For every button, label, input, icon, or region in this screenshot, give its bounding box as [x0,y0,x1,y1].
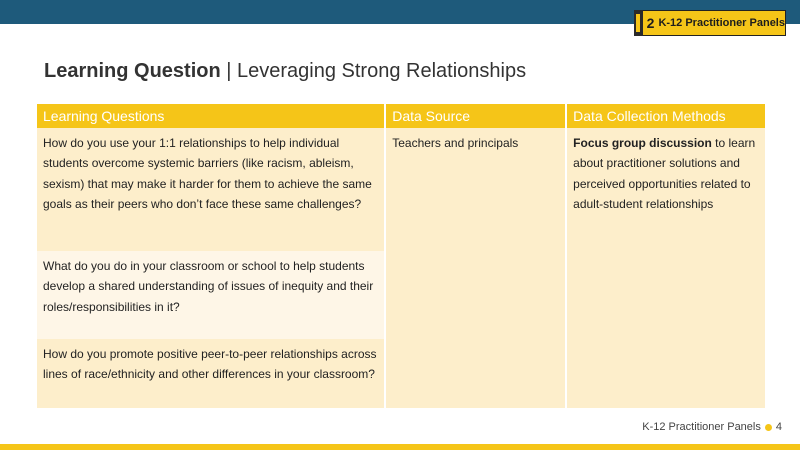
table-header-row [37,104,765,128]
method-cell [566,128,765,408]
title-rest: Leveraging Strong Relationships [237,60,527,82]
logo-text: K-12 Practitioner Panels [658,17,785,29]
page-number: 4 [775,421,782,433]
method-bold: Focus group discussion [573,136,712,150]
table-row [37,128,765,251]
pencil-icon [634,10,643,36]
page-title [44,60,526,83]
learning-questions-table [37,104,765,408]
title-bold: Learning Question [44,60,221,82]
dot-icon [765,424,772,431]
data-source-cell: Teachers and principals [385,128,566,408]
question-cell: How do you use your 1:1 relationships to help individual students overcome systemic barriers (like racism, ableism, sexism) that may make it harder for them to achieve the same goals as their peers who don’t face these same challenges? [37,128,385,251]
logo-mark: 2 [646,15,655,31]
header-data-collection-methods: Data Collection Methods [566,104,765,128]
brand-badge [634,10,786,36]
method-rest: to learn about practitioner solutions and perceived opportunities related to adult-student relationships [573,136,756,211]
question-cell: How do you promote positive peer-to-peer relationships across lines of race/ethnicity and other differences in your classroom? [37,339,385,408]
bottom-bar [0,444,800,450]
header-data-source: Data Source [385,104,566,128]
title-separator: | [220,60,237,82]
header-learning-questions: Learning Questions [37,104,385,128]
footer-text: K-12 Practitioner Panels [642,421,761,433]
question-cell: What do you do in your classroom or school to help students develop a shared understanding of issues of inequity and their roles/responsibilities in it? [37,251,385,339]
footer [642,421,782,433]
